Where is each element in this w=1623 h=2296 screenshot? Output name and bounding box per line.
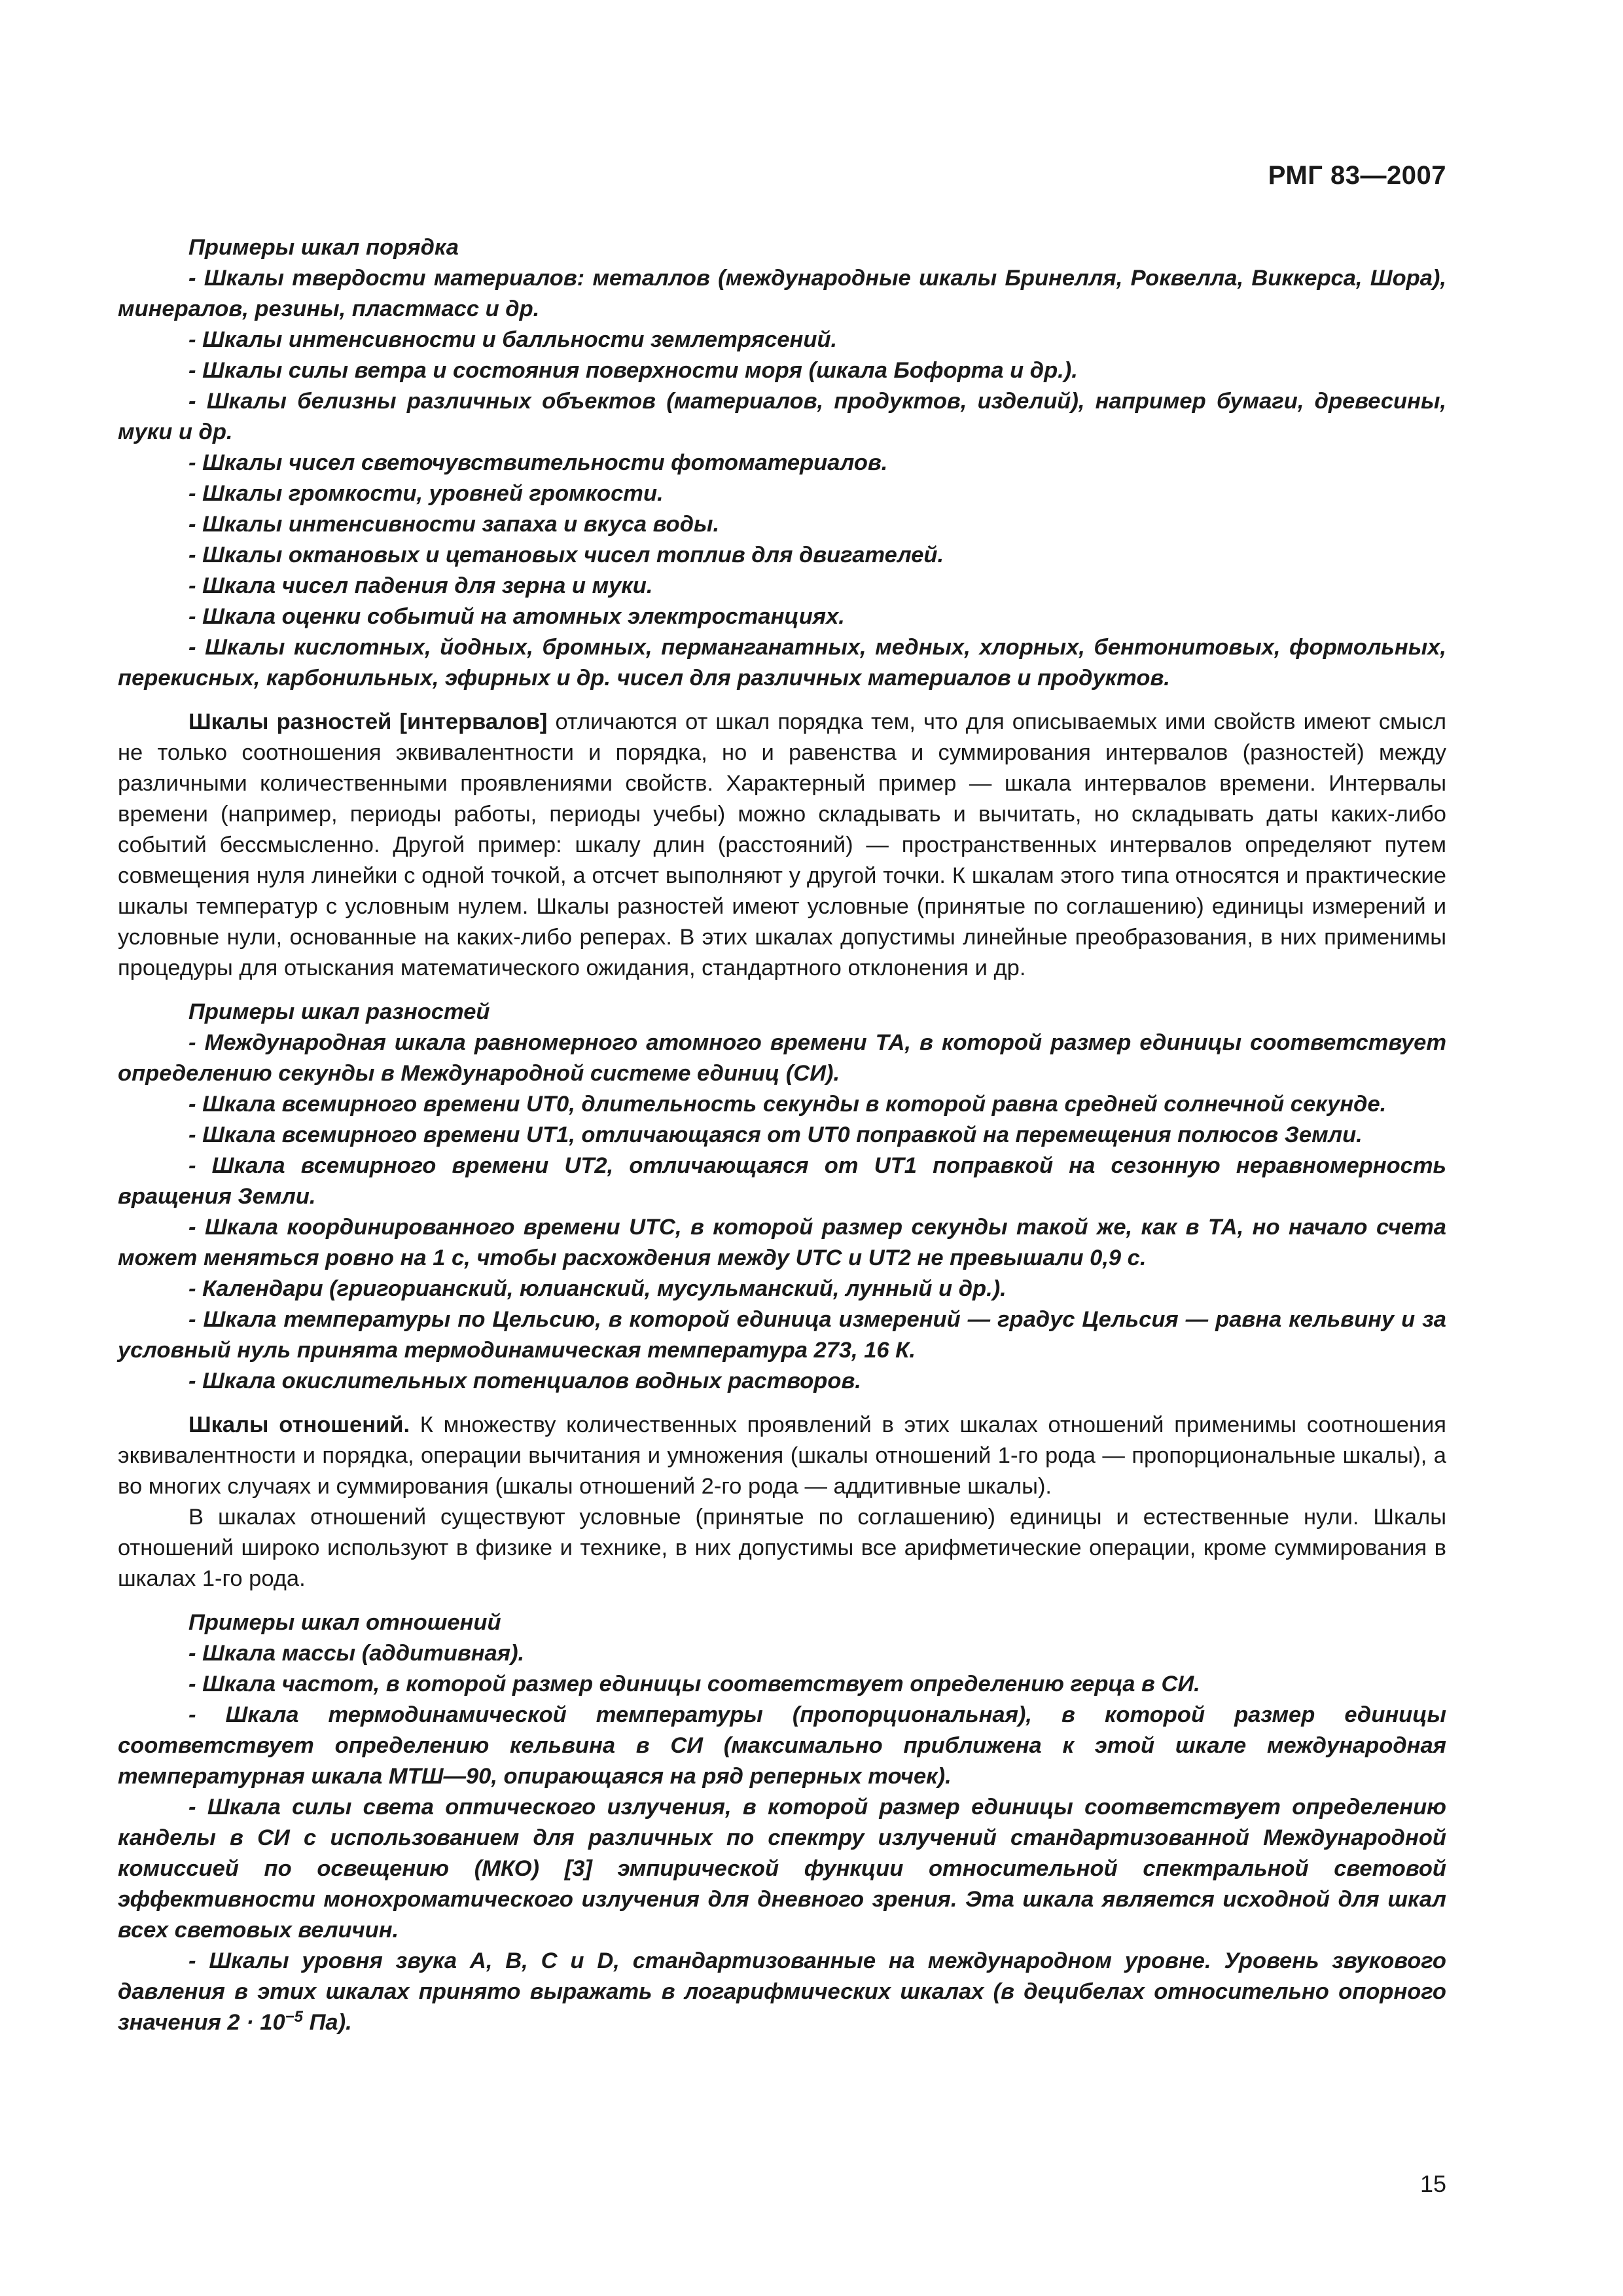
- list-item: - Шкалы кислотных, йодных, бромных, перманганатных, медных, хлорных, бентонитовых, формольных, перекисных, карбонильных, эфирных и др. чисел для различных материалов и продуктов.: [118, 635, 1446, 691]
- order-examples-list: [118, 263, 1446, 694]
- interval-scales-text: отличаются от шкал порядка тем, что для описываемых ими свойств имеют смысл не только соотношения эквивалентности и порядка, но и равенства и суммирования интервалов (разностей) между различными количественными проявлениями свойств. Характерный пример — шкала интервалов времени. Интервалы времени (например, периоды работы, периоды учебы) можно складывать и вычитать, но складывать даты каких-либо событий бессмысленно. Другой пример: шкалу длин (расстояний) — пространственных интервалов определяют путем совмещения нуля линейки с одной точкой, а отсчет выполняют у другой точки. К шкалам этого типа относятся и практические шкалы температур с условным нулем. Шкалы разностей имеют условные (принятые по соглашению) единицы измерений и условные нули, основанные на каких-либо реперах. В этих шкалах допустимы линейные преобразования, в них применимы процедуры для отыскания математического ожидания, стандартного отклонения и др.: [118, 709, 1446, 980]
- list-item: - Шкалы интенсивности запаха и вкуса воды.: [188, 512, 720, 537]
- document-code: РМГ 83—2007: [1268, 161, 1446, 190]
- list-item: - Календари (григорианский, юлианский, мусульманский, лунный и др.).: [188, 1276, 1007, 1301]
- list-item: - Шкала массы (аддитивная).: [188, 1641, 525, 1666]
- page-number: 15: [1419, 2170, 1446, 2197]
- section-heading-interval-examples: Примеры шкал разностей: [188, 999, 490, 1024]
- list-item: - Международная шкала равномерного атомного времени ТА, в которой размер единицы соответствует определению секунды в Международной системе единиц (СИ).: [118, 1030, 1446, 1086]
- list-item: - Шкала координированного времени UTC, в которой размер секунды такой же, как в ТА, но начало счета может меняться ровно на 1 с, чтобы расхождения между UTC и UT2 не превышали 0,9 с.: [118, 1215, 1446, 1270]
- list-item-text-end: Па).: [303, 2010, 352, 2035]
- list-item: - Шкалы белизны различных объектов (материалов, продуктов, изделий), например бумаги, древесины, муки и др.: [118, 389, 1446, 444]
- term-ratio-scales: Шкалы отношений.: [188, 1412, 410, 1437]
- list-item: - Шкала термодинамической температуры (пропорциональная), в которой размер единицы соответствует определению кельвина в СИ (максимально приближена к этой шкале международная температурная шкала МТШ—90, опирающаяся на ряд реперных точек).: [118, 1702, 1446, 1789]
- paragraph-ratio-scales: [118, 1410, 1446, 1502]
- list-item: - Шкалы громкости, уровней громкости.: [188, 481, 664, 506]
- list-item: - Шкалы чисел светочувствительности фотоматериалов.: [188, 450, 888, 475]
- list-item: - Шкала частот, в которой размер единицы соответствует определению герца в СИ.: [188, 1672, 1200, 1696]
- list-item: - Шкала окислительных потенциалов водных растворов.: [188, 1369, 861, 1393]
- section-heading-ratio-examples: Примеры шкал отношений: [188, 1610, 501, 1635]
- list-item: [118, 1946, 1446, 2038]
- list-item: - Шкалы интенсивности и балльности землетрясений.: [188, 327, 838, 352]
- ratio-scales-text: К множеству количественных проявлений в этих шкалах отношений применимы соотношения эквивалентности и порядка, операции вычитания и умножения (шкалы отношений 1-го рода — пропорциональные шкалы), а во многих случаях и суммирования (шкалы отношений 2-го рода — аддитивные шкалы).: [118, 1412, 1446, 1499]
- list-item: - Шкалы октановых и цетановых чисел топлив для двигателей.: [188, 543, 944, 567]
- list-item: - Шкалы твердости материалов: металлов (международные шкалы Бринелля, Роквелла, Виккерса, Шора), минералов, резины, пластмасс и др.: [118, 266, 1446, 321]
- page-content: [118, 232, 1446, 2038]
- interval-examples-list: [118, 1028, 1446, 1397]
- list-item: - Шкала всемирного времени UT0, длительность секунды в которой равна средней солнечной секунде.: [188, 1092, 1387, 1117]
- paragraph-interval-scales: [118, 707, 1446, 984]
- list-item-text: - Шкалы уровня звука А, В, С и D, стандартизованные на международном уровне. Уровень звукового давления в этих шкалах принято выражать в логарифмических шкалах (в децибелах относительно опорного значения 2 · 10: [118, 1948, 1446, 2035]
- paragraph-ratio-scales-2: В шкалах отношений существуют условные (принятые по соглашению) единицы и естественные нули. Шкалы отношений широко используют в физике и технике, в них допустимы все арифметические операции, кроме суммирования в шкалах 1-го рода.: [118, 1505, 1446, 1591]
- ratio-examples-list: [118, 1638, 1446, 1946]
- list-item: - Шкала силы света оптического излучения, в которой размер единицы соответствует определению канделы в СИ с использованием для различных по спектру излучений стандартизованной Международной комиссией по освещению (МКО) [3] эмпирической функции относительной спектральной световой эффективности монохроматического излучения для дневного зрения. Эта шкала является исходной для шкал всех световых величин.: [118, 1795, 1446, 1943]
- list-item: - Шкала всемирного времени UT1, отличающаяся от UT0 поправкой на перемещения полюсов Земли.: [188, 1122, 1363, 1147]
- exponent: −5: [285, 2008, 304, 2026]
- list-item: - Шкала всемирного времени UT2, отличающаяся от UT1 поправкой на сезонную неравномерность вращения Земли.: [118, 1153, 1446, 1209]
- section-heading-order-examples: Примеры шкал порядка: [188, 235, 459, 260]
- list-item: - Шкала оценки событий на атомных электростанциях.: [188, 604, 845, 629]
- term-interval-scales: Шкалы разностей [интервалов]: [188, 709, 548, 734]
- list-item: - Шкала чисел падения для зерна и муки.: [188, 573, 653, 598]
- list-item: - Шкала температуры по Цельсию, в которой единица измерений — градус Цельсия — равна кельвину и за условный нуль принята термодинамическая температура 273, 16 К.: [118, 1307, 1446, 1363]
- list-item: - Шкалы силы ветра и состояния поверхности моря (шкала Бофорта и др.).: [188, 358, 1078, 383]
